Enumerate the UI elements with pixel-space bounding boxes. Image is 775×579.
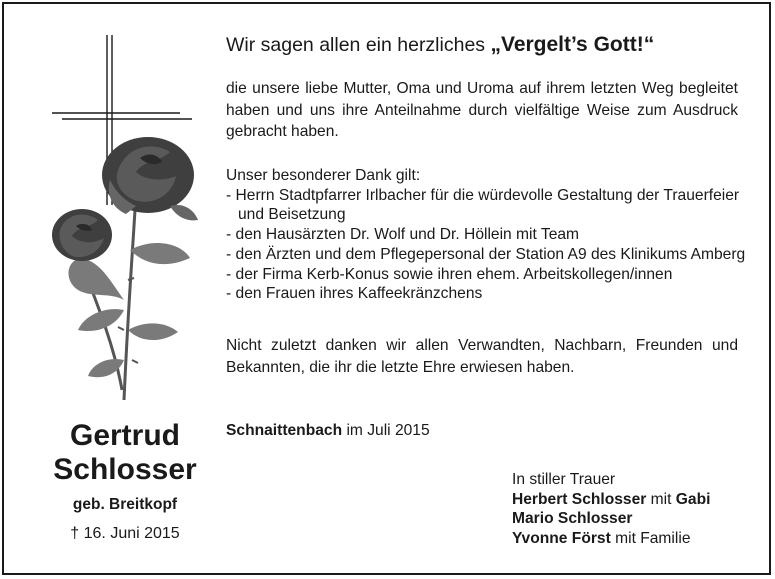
- heading-intro: Wir sagen allen ein herzliches: [226, 34, 491, 56]
- signoff-intro: In stiller Trauer: [512, 471, 616, 488]
- death-date: † 16. Juni 2015: [70, 525, 180, 542]
- list-item: - den Ärzten und dem Pflegepersonal der Station A9 des Klinikums Amberg: [226, 245, 746, 263]
- special-thanks: [226, 166, 746, 304]
- signoff: [512, 470, 710, 548]
- maiden-name: geb. Breitkopf: [72, 496, 178, 513]
- deceased-last-name: Schlosser: [53, 453, 197, 486]
- mourner-line: [512, 490, 710, 510]
- intro-paragraph: die unsere liebe Mutter, Oma und Uroma auf ihrem letzten Weg begleitet haben und uns ihre Anteilnahme durch vielfältige Weise zum Ausdruck gebracht haben.: [226, 80, 738, 140]
- list-item: - der Firma Kerb-Konus sowie ihren ehem. Arbeitskollegen/innen: [226, 265, 673, 283]
- closing-paragraph: Nicht zuletzt danken wir allen Verwandten, Nachbarn, Freunden und Bekannten, die ihr die letzte Ehre erwiesen haben.: [226, 337, 738, 376]
- mourner-name: Mario Schlosser: [512, 510, 633, 527]
- mourner-name: Herbert Schlosser: [512, 490, 647, 508]
- deceased-first-name: Gertrud: [69, 419, 180, 452]
- place-town: Schnaittenbach: [226, 422, 343, 439]
- thanks-list: [226, 186, 746, 304]
- list-item: - den Frauen ihres Kaffeekränzchens: [226, 285, 483, 303]
- list-item: - den Hausärzten Dr. Wolf und Dr. Höllein mit Team: [226, 226, 580, 244]
- rose-cross-illustration: [40, 30, 210, 410]
- mourner-extra: Gabi: [675, 490, 711, 508]
- mourner-line: [512, 509, 710, 529]
- rose-icon: [52, 137, 198, 400]
- thanks-intro: Unser besonderer Dank gilt:: [226, 167, 421, 184]
- mourner-mid: mit Familie: [610, 529, 691, 547]
- place-date: [226, 422, 430, 440]
- place-date-text: im Juli 2015: [342, 422, 430, 439]
- mourner-name: Yvonne Först: [512, 529, 611, 547]
- mourner-mid: mit: [646, 490, 676, 508]
- mourner-line: [512, 529, 710, 549]
- list-item: - Herrn Stadtpfarrer Irlbacher für die würdevolle Gestaltung der Trauerfeier und Beisetzung: [226, 186, 740, 224]
- thanks-heading: [226, 33, 654, 57]
- heading-emphasis: „Vergelt’s Gott!“: [490, 33, 655, 56]
